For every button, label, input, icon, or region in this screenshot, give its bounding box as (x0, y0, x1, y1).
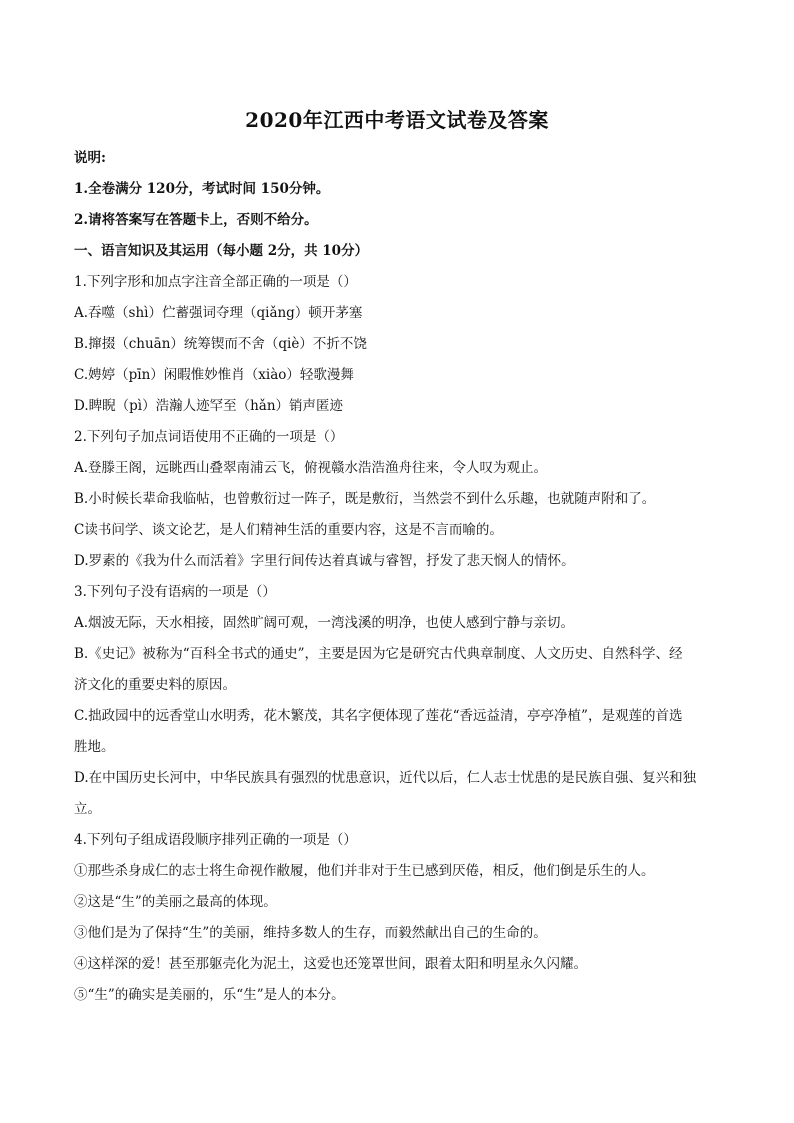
document-title: 2020年江西中考语文试卷及答案 (245, 108, 549, 132)
text-line: ④这样深的爱！甚至那躯壳化为泥土，这爱也还笼罩世间，跟着太阳和明星永久闪耀。 (74, 956, 587, 972)
text-line: C读书问学、谈文论艺，是人们精神生活的重要内容，这是不言而喻的。 (74, 522, 503, 538)
text-line: D.睥睨（pì）浩瀚人迹罕至（hǎn）销声匿迹 (74, 398, 344, 414)
text-line: D.在中国历史长河中，中华民族具有强烈的忧患意识，近代以后，仁人志士忧患的是民族自强、复兴和独 (74, 770, 697, 786)
text-line: C.拙政园中的远香堂山水明秀，花木繁茂，其名字便体现了莲花“香远益清，亭亭净植”，是观莲的首选 (74, 708, 683, 724)
text-line: D.罗素的《我为什么而活着》字里行间传达着真诚与睿智，抒发了悲天悯人的情怀。 (74, 553, 575, 569)
text-line: C.娉婷（pīn）闲暇惟妙惟肖（xiào）轻歌漫舞 (74, 367, 354, 383)
text-line: B.撺掇（chuān）统筹锲而不舍（qiè）不折不饶 (74, 336, 367, 352)
section-heading-line: 说明: (74, 150, 106, 166)
text-line: A.登滕王阁，远眺西山叠翠南浦云飞，俯视赣水浩浩渔舟往来，令人叹为观止。 (74, 460, 548, 476)
text-line: 4.下列句子组成语段顺序排列正确的一项是（） (74, 832, 357, 848)
section-heading-line: 2.请将答案写在答题卡上，否则不给分。 (74, 212, 318, 228)
section-heading-line: 一、语言知识及其运用（每小题 2分，共 10分） (74, 243, 369, 259)
text-line: 胜地。 (74, 739, 115, 755)
text-line: A.吞噬（shì）伫蓄强词夺理（qiǎng）顿开茅塞 (74, 305, 363, 321)
text-line: 1.下列字形和加点字注音全部正确的一项是（） (74, 274, 357, 290)
text-line: ③他们是为了保持“生”的美丽，维持多数人的生存，而毅然献出自己的生命的。 (74, 925, 547, 941)
text-line: B.小时候长辈命我临帖，也曾敷衍过一阵子，既是敷衍，当然尝不到什么乐趣，也就随声附和了。 (74, 491, 656, 507)
text-line: 立。 (74, 801, 101, 817)
text-line: 济文化的重要史料的原因。 (74, 677, 236, 693)
text-line: 3.下列句子没有语病的一项是（） (74, 584, 276, 600)
text-line: ⑤“生”的确实是美丽的，乐“生”是人的本分。 (74, 987, 345, 1003)
text-line: ①那些杀身成仁的志士将生命视作敝履，他们并非对于生已感到厌倦，相反，他们倒是乐生的人。 (74, 863, 655, 879)
text-line: ②这是“生”的美丽之最高的体现。 (74, 894, 277, 910)
text-line: 2.下列句子加点词语使用不正确的一项是（） (74, 429, 344, 445)
section-heading-line: 1.全卷满分 120分，考试时间 150分钟。 (74, 181, 330, 197)
document-body (74, 143, 726, 1011)
text-line: A.烟波无际，天水相接，固然旷阔可观，一湾浅溪的明净，也使人感到宁静与亲切。 (74, 615, 575, 631)
text-line: B.《史记》被称为“百科全书式的通史”，主要是因为它是研究古代典章制度、人文历史、自然科学、经 (74, 646, 683, 662)
